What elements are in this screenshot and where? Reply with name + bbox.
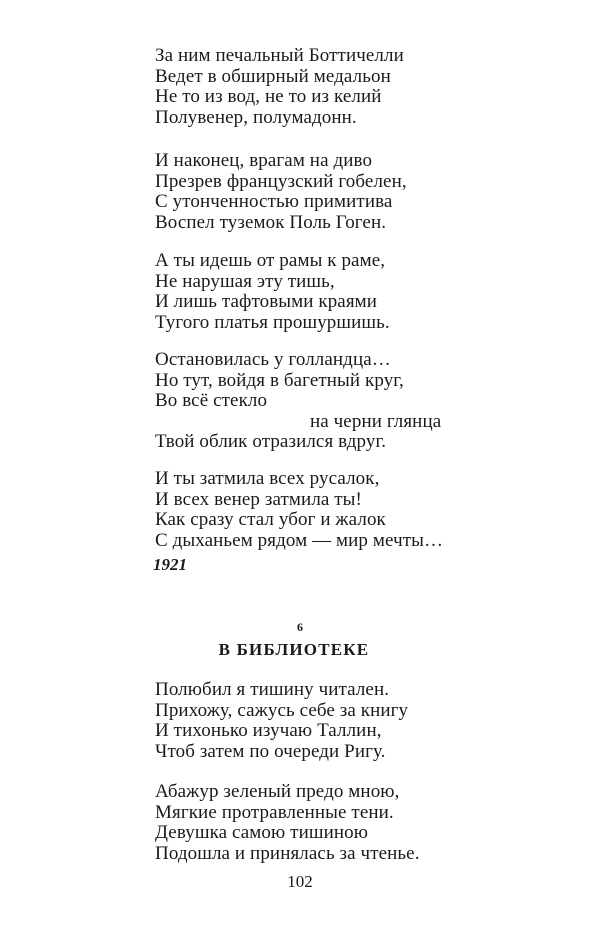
stanza-1: [155, 46, 404, 128]
verse-line: Прихожу, сажусь себе за книгу: [155, 699, 409, 721]
verse-line: Твой облик отразился вдруг.: [155, 431, 387, 452]
verse-line: Мягкие протравленные тени.: [155, 801, 394, 823]
verse-line: Полувенер, полумадонн.: [155, 106, 357, 128]
verse-line: Ведет в обширный медальон: [155, 65, 391, 87]
poem-number: 6: [297, 620, 303, 634]
verse-line: Во всё стекло: [155, 390, 268, 411]
verse-line: Тугого платья прошуршишь.: [155, 311, 390, 333]
verse-line: И лишь тафтовыми краями: [155, 291, 378, 312]
verse-line: А ты идешь от рамы к раме,: [155, 250, 386, 271]
verse-line: За ним печальный Боттичелли: [155, 45, 404, 66]
verse-line: Не нарушая эту тишь,: [155, 270, 335, 292]
verse-line: И всех венер затмила ты!: [155, 488, 362, 510]
poem-title: В БИБЛИОТЕКЕ: [218, 640, 370, 659]
verse-line: С дыханьем рядом — мир мечты…: [155, 529, 444, 551]
stanza-5: [155, 469, 443, 551]
verse-line: Чтоб затем по очереди Ригу.: [155, 740, 386, 762]
verse-line: Как сразу стал убог и жалок: [155, 509, 386, 530]
verse-line: Остановилась у голландца…: [155, 349, 391, 370]
stanza-4: [155, 350, 441, 453]
poem-date: 1921: [153, 555, 187, 574]
stanza-2: [155, 151, 407, 233]
verse-line: И тихонько изучаю Таллин,: [155, 720, 382, 741]
verse-line: С утонченностью примитива: [155, 191, 393, 212]
stanza-3: [155, 251, 390, 333]
stanza-7: [155, 782, 420, 864]
verse-line: Воспел туземок Поль Гоген.: [155, 211, 387, 233]
verse-line: Девушка самою тишиною: [155, 822, 369, 843]
stanza-6: [155, 680, 408, 762]
verse-line: Презрев французский гобелен,: [155, 170, 407, 192]
verse-line-indented: на черни глянца: [310, 410, 442, 432]
page-number: 102: [287, 872, 313, 891]
verse-line: Полюбил я тишину читален.: [155, 679, 390, 700]
verse-line: Абажур зеленый предо мною,: [155, 781, 400, 802]
verse-line: И ты затмила всех русалок,: [155, 468, 380, 489]
verse-line: Но тут, войдя в багетный круг,: [155, 369, 404, 391]
verse-line: Не то из вод, не то из келий: [155, 86, 382, 107]
verse-line: Подошла и принялась за чтенье.: [155, 842, 420, 864]
verse-line: И наконец, врагам на диво: [155, 150, 373, 171]
